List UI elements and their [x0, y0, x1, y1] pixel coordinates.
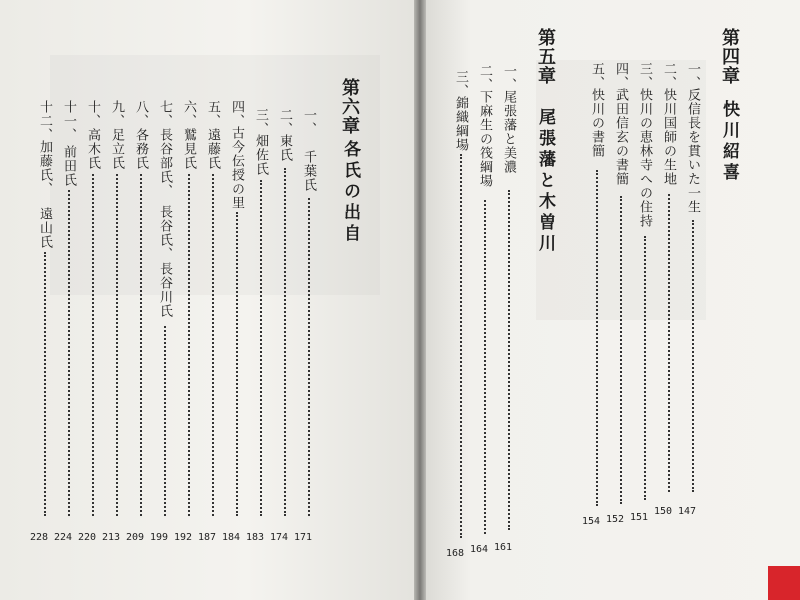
dot-leader: [68, 190, 70, 516]
page-number[interactable]: 213: [102, 532, 121, 543]
book-gutter: [414, 0, 426, 600]
page-number[interactable]: 228: [30, 532, 49, 543]
toc-entry-number: 四、: [229, 100, 244, 128]
toc-entry-title-part: 長谷氏、: [157, 205, 172, 261]
toc-entry-title: 加藤氏、: [37, 140, 52, 196]
toc-entry-title: 前田氏: [61, 145, 76, 187]
toc-entry-title-part: 遠山氏: [37, 207, 52, 249]
toc-entry-number: 一、: [685, 62, 700, 90]
page-number[interactable]: 199: [150, 532, 169, 543]
page-number[interactable]: 152: [606, 514, 625, 525]
dot-leader: [260, 180, 262, 516]
chapter6-title: 各氏の出自: [340, 140, 360, 245]
page-number[interactable]: 151: [630, 512, 649, 523]
page-number[interactable]: 168: [446, 548, 465, 559]
toc-entry-number: 十、: [85, 100, 100, 128]
toc-entry-number: 四、: [613, 62, 628, 90]
page-number[interactable]: 224: [54, 532, 73, 543]
page-number[interactable]: 174: [270, 532, 289, 543]
toc-entry-title: 快川の恵林寺への住持: [637, 88, 652, 228]
chapter4-title: 快川紹喜: [719, 100, 739, 184]
dot-leader: [668, 194, 670, 492]
toc-entry-title: 各務氏: [133, 128, 148, 170]
page-number[interactable]: 164: [470, 544, 489, 555]
toc-entry-title: 東氏: [277, 134, 292, 162]
toc-entry-number: 五、: [205, 100, 220, 128]
dot-leader: [236, 212, 238, 516]
toc-entry-number: 二、: [477, 64, 492, 92]
toc-entry-title: 錦織綱場: [453, 96, 468, 152]
dot-leader: [508, 190, 510, 530]
toc-entry-title: 高木氏: [85, 128, 100, 170]
toc-entry-title: 反信長を貫いた一生: [685, 88, 700, 214]
dot-leader: [284, 168, 286, 516]
toc-entry-number: 一、: [501, 64, 516, 92]
toc-entry-title: 千葉氏: [301, 150, 316, 192]
toc-entry-number: 六、: [181, 100, 196, 128]
dot-leader: [140, 174, 142, 516]
toc-entry-number: 八、: [133, 100, 148, 128]
dot-leader: [116, 174, 118, 516]
page-number[interactable]: 171: [294, 532, 313, 543]
toc-entry-title: 下麻生の筏綱場: [477, 90, 492, 188]
toc-entry-number: 十一、: [61, 100, 76, 142]
page-number[interactable]: 183: [246, 532, 265, 543]
toc-entry-title: 尾張藩と美濃: [501, 90, 516, 174]
toc-entry-number: 二、: [277, 108, 292, 136]
toc-entry-title: 足立氏: [109, 128, 124, 170]
chapter6-label: 第六章: [339, 78, 360, 135]
toc-entry-number: 三、: [637, 62, 652, 90]
chapter4-label: 第四章: [719, 28, 740, 85]
dot-leader: [212, 174, 214, 516]
toc-entry-title: 鷲見氏: [181, 128, 196, 170]
toc-entry-title: 快川の書簡: [589, 88, 604, 158]
dot-leader: [44, 252, 46, 516]
bleed-through-image: [50, 55, 380, 295]
page-number[interactable]: 192: [174, 532, 193, 543]
dot-leader: [596, 170, 598, 506]
toc-entry-title: 快川国師の生地: [661, 88, 676, 186]
dot-leader: [644, 236, 646, 500]
dot-leader: [460, 154, 462, 538]
toc-entry-number: 七、: [157, 100, 172, 128]
right-page: [426, 0, 800, 600]
page-number[interactable]: 220: [78, 532, 97, 543]
red-book-edge: [768, 566, 800, 600]
dot-leader: [692, 220, 694, 492]
chapter5-title: 尾張藩と木曽川: [535, 108, 555, 255]
toc-entry-title: 畑佐氏: [253, 134, 268, 176]
toc-entry-number: 三、: [253, 108, 268, 136]
dot-leader: [188, 174, 190, 516]
toc-entry-title: 遠藤氏: [205, 128, 220, 170]
page-number[interactable]: 147: [678, 506, 697, 517]
dot-leader: [164, 326, 166, 516]
toc-entry-number: 五、: [589, 62, 604, 90]
toc-entry-title-part: 長谷川氏: [157, 262, 172, 318]
toc-entry-number: 一、: [301, 108, 316, 136]
toc-entry-title: 武田信玄の書簡: [613, 88, 628, 186]
chapter5-label: 第五章: [535, 28, 556, 85]
page-number[interactable]: 184: [222, 532, 241, 543]
page-number[interactable]: 187: [198, 532, 217, 543]
toc-entry-title: 長谷部氏、: [157, 128, 172, 198]
dot-leader: [620, 196, 622, 504]
page-number[interactable]: 150: [654, 506, 673, 517]
dot-leader: [484, 200, 486, 534]
toc-entry-number: 三、: [453, 70, 468, 98]
toc-entry-number: 二、: [661, 62, 676, 90]
page-number[interactable]: 209: [126, 532, 145, 543]
toc-entry-number: 十二、: [37, 100, 52, 142]
toc-entry-number: 九、: [109, 100, 124, 128]
page-number[interactable]: 154: [582, 516, 601, 527]
toc-entry-title: 古今伝授の里: [229, 126, 244, 210]
dot-leader: [92, 174, 94, 516]
dot-leader: [308, 198, 310, 516]
page-number[interactable]: 161: [494, 542, 513, 553]
